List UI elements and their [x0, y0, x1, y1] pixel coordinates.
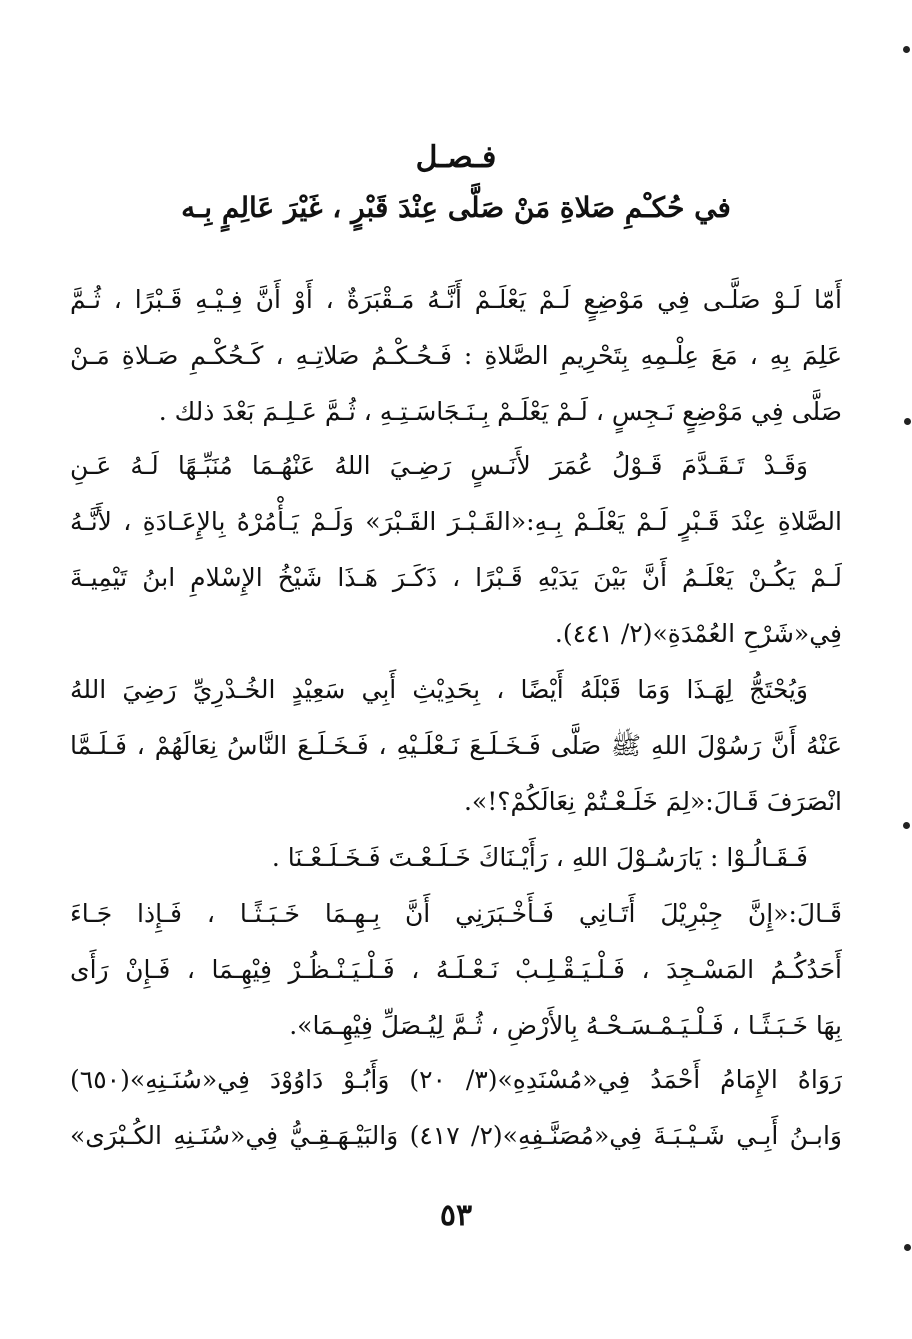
scan-mark-dot — [903, 822, 910, 829]
text-line: فَـقَـالُـوْا : يَارَسُـوْلَ اللهِ ، رَأَيْـنَاكَ خَـلَـعْـتَ فَـخَـلَـعْـنَا . — [271, 843, 808, 872]
page-number: ٥٣ — [439, 1198, 473, 1233]
text-line: رَوَاهُ الإِمَامُ أَحْمَدُ فِي«مُسْنَدِهِ»(٣/ ٢٠) وَأَبُـوْ دَاوُوْدَ فِي«سُنَـنِهِ»(٦٥٠) — [70, 1065, 842, 1094]
scan-mark-dot — [904, 418, 911, 425]
text-line: قَـالَ:«إِنَّ جِبْرِيْلَ أَتَـانِي فَـأَخْـبَرَنِي أَنَّ بِـهِـمَا خَـبَـثًـا ، فَـإِذا جَـاءَ — [70, 899, 842, 928]
chapter-subtitle: في حُكـْمِ صَلاةِ مَنْ صَلَّى عِنْدَ قَبْرٍ ، غَيْرَ عَالِمٍ بِـه — [181, 191, 731, 224]
text-line: وَقَـدْ تَـقَـدَّمَ قَـوْلُ عُمَرَ لأَنَـسٍ رَضِـيَ اللهُ عَنْهُـمَا مُنَبِّـهًا لَـهُ عَـنِ — [70, 451, 808, 480]
text-line: فِي«شَرْحِ العُمْدَةِ»(٢/ ٤٤١). — [554, 619, 842, 648]
text-line: صَلَّى فِي مَوْضِعٍ نَـجِسٍ ، لَـمْ يَعْلَـمْ بِـنَـجَاسَـتِـهِ ، ثُـمَّ عَـلِـمَ بَعْدَ ذلك . — [158, 397, 842, 426]
text-line: بِهَا خَـبَـثًـا ، فَـلْـيَـمْـسَـحْـهُ بِالأَرْضِ ، ثُـمَّ لِيُـصَلِّ فِيْهِـمَا». — [289, 1011, 842, 1040]
chapter-heading: فـصـل — [415, 140, 497, 175]
text-line: أَحَدُكُـمُ المَسْـجِدَ ، فَـلْـيَـقْـلِـبْ نَـعْـلَـهُ ، فَـلْـيَـنْـظُـرْ فِيْهِـمَا ، فَـإِنْ رَأَى — [70, 955, 842, 984]
scan-mark-dot — [904, 1244, 911, 1251]
text-line: عَلِمَ بِهِ ، مَعَ عِلْـمِهِ بِتَحْرِيمِ الصَّلاةِ : فَـحُـكْـمُ صَلاتِـهِ ، كَـحُكْـمِ صَـلاةِ مَـنْ — [70, 341, 842, 370]
text-line: وَابـنُ أَبِـي شَـيْـبَـةَ فِي«مُصَنَّـفِهِ»(٢/ ٤١٧) وَالبَيْـهَـقِـيُّ فِي«سُنَـنِهِ الكُـبْرَى» — [70, 1121, 842, 1150]
text-line: لَـمْ يَكُـنْ يَعْلَـمُ أَنَّ بَيْنَ يَدَيْهِ قَـبْرًا ، ذَكَـرَ هَـذَا شَيْخُ الإِسْلامِ ابنُ تَيْمِيـةَ — [70, 563, 842, 592]
text-line: وَيُحْتَجُّ لِهَـذَا وَمَا قَبْلَهُ أَيْضًا ، بِحَدِيْثِ أَبِي سَعِيْدٍ الخُـدْرِيِّ رَضِيَ اللهُ — [70, 675, 808, 704]
text-line: انْصَرَفَ قَـالَ:«لِمَ خَلَـعْـتُمْ نِعَالَكُمْ؟!». — [463, 787, 842, 816]
scan-mark-dot — [903, 46, 910, 53]
text-line: عَنْهُ أَنَّ رَسُوْلَ اللهِ ﷺ صَلَّى فَـخَـلَـعَ نَـعْلَـيْهِ ، فَـخَـلَـعَ النَّاسُ نِعَالَهُمْ ، فَـلَـمَّا — [70, 731, 842, 760]
text-line: أَمّا لَـوْ صَلَّـى فِي مَوْضِعٍ لَـمْ يَعْلَـمْ أَنَّـهُ مَـقْبَرَةٌ ، أَوْ أَنَّ فِـيْـهِ قَـبْرًا ، ثُـمَّ — [70, 285, 842, 314]
text-line: الصَّلاةِ عِنْدَ قَـبْرٍ لَـمْ يَعْلَـمْ بِـهِ:«القَـبْـرَ القَـبْرَ» وَلَـمْ يَـأْمُرْهُ بِالإِعَـادَةِ ، لأَنَّـهُ — [70, 507, 842, 536]
